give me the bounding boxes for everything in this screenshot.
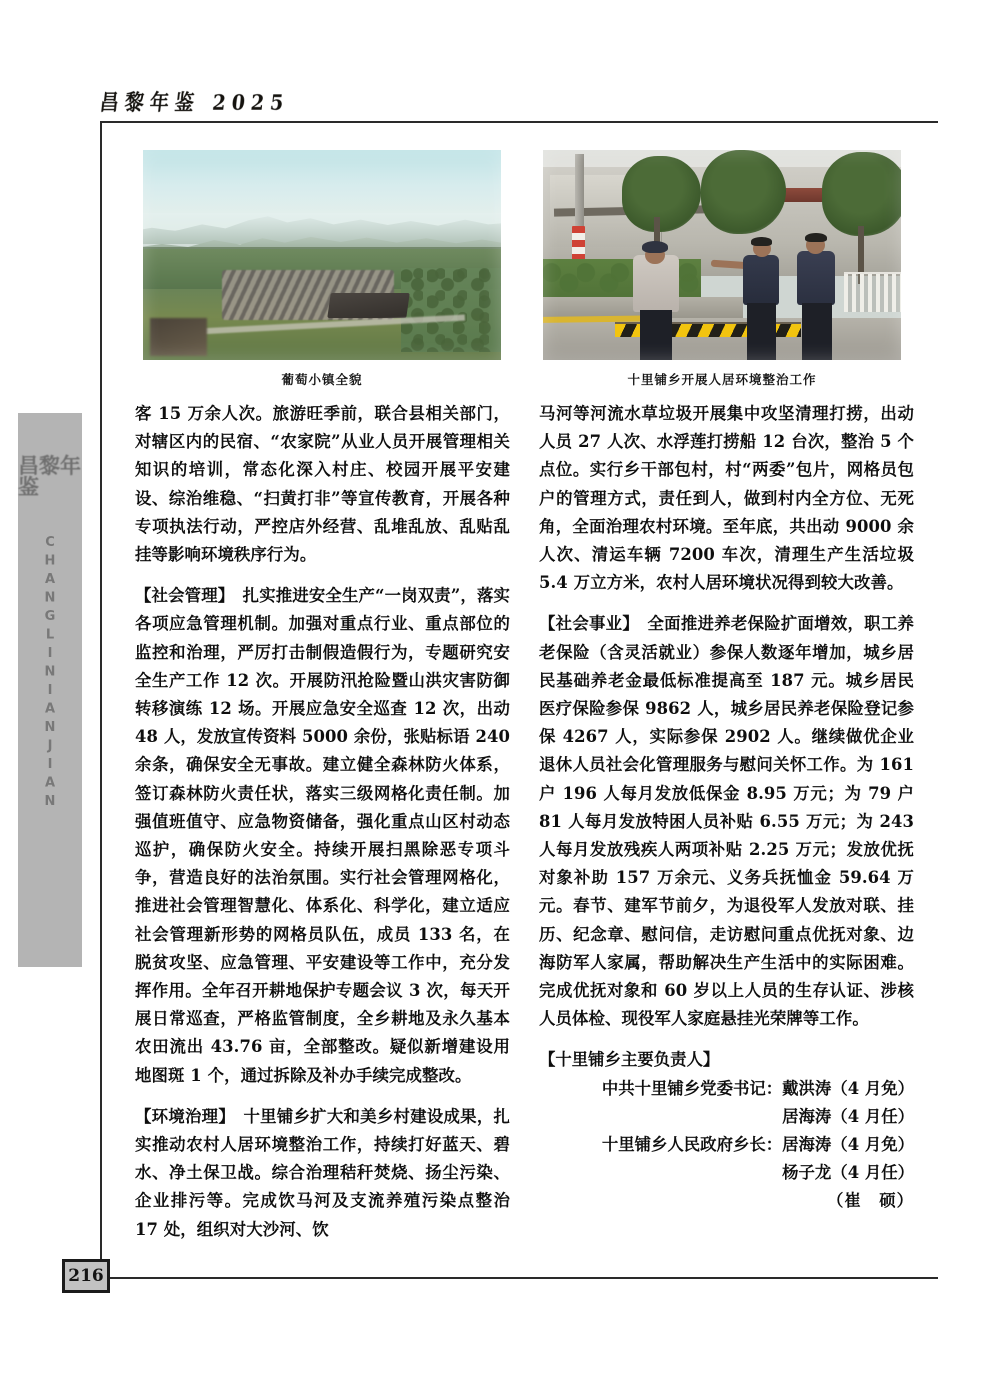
page-number: 216 [62, 1259, 110, 1293]
photo-person-hair [751, 237, 772, 246]
figure-environment-inspection [543, 150, 901, 388]
paragraph-environment-governance-continued [539, 400, 914, 597]
photo-person-middle [743, 255, 779, 305]
photo-person-legs [747, 303, 776, 360]
running-head-text: 昌黎年鉴 2025 [98, 90, 291, 116]
photo-person-cap [642, 241, 668, 253]
photo-person-hair [805, 233, 826, 242]
photo-person-legs [640, 310, 672, 360]
page-rule-top [100, 121, 938, 123]
section-thumb-tab [18, 413, 82, 967]
photo-guard-fence [844, 272, 901, 312]
thumb-tab-inner [18, 413, 82, 967]
page-rule-bottom [100, 1277, 938, 1279]
paragraph-label: 【社会事业】 [539, 614, 631, 634]
paragraph-label: 【环境治理】 [135, 1106, 227, 1126]
photo-person-legs [802, 303, 832, 360]
photo-grape-town-aerial [143, 150, 501, 360]
figure-caption: 葡萄小镇全貌 [281, 372, 363, 387]
paragraph-body: 扎实推进安全生产“一岗双责”，落实各项应急管理机制。加强对重点行业、重点部位的监控和治理，严厉打击制假造假行为，专题研究安全生产工作 12 次。开展防汛抢险暨山洪灾害防御转移演练 12 场。开展应急安全巡查 12 次，出动 48 人，发放宣传资料 5000 余份，张贴标语 240 余条，确保安全无事故。建立健全森林防火体系，签订森林防火责任状，落实三级网格化责任制。加强值班值守、应急物资储备，强化重点山区村动态巡护，确保防火安全。持续开展扫黑除恶专项斗争，营造良好的法治氛围。实行社会管理网格化，推进社会管理智慧化、体系化、科学化，建立适应社会管理新形势的网格员队伍，成员 133 名，在脱贫攻坚、应急管理、平安建设等工作中，充分发挥作用。全年召开耕地保护专题会议 3 次，每天开展日常巡查，严格监管制度，全乡耕地及永久基本农田流出 43.76 亩，全部整改。疑似新增建设用地图斑 1 个，通过拆除及补办手续完成整改。 [135, 586, 511, 1085]
page-rule-left [100, 121, 102, 1278]
personnel-entry: 杨子龙（4 月任） [782, 1163, 914, 1183]
personnel-title: 【十里铺乡主要负责人】 [539, 1050, 720, 1070]
figure-caption: 十里铺乡开展人居环境整治工作 [627, 372, 817, 387]
thumb-tab-title-pinyin: CHANGLINIANJIAN [42, 535, 58, 813]
photo-large-building [327, 293, 409, 318]
running-head [100, 88, 520, 114]
photo-tree [622, 156, 701, 232]
photo-orchard [401, 268, 501, 352]
paragraph-social-undertakings [539, 610, 914, 1033]
paragraph-body: 十里铺乡扩大和美乡村建设成果，扎实推动农村人居环境整治工作，持续打好蓝天、碧水、净土保卫战。综合治理秸秆焚烧、扬尘污染、企业排污等。完成饮马河及支流养殖污染点整治 17 处，组织对大沙河、饮 [135, 1106, 510, 1239]
figure-grape-town-aerial [143, 150, 501, 388]
personnel-block [539, 1046, 914, 1215]
thumb-tab-title-cn: 昌黎年鉴 [18, 453, 81, 499]
photo-haze [143, 213, 501, 247]
text-column-left [135, 400, 510, 1257]
photo-bare-ground [150, 318, 207, 356]
text-column-right [539, 400, 914, 1216]
photo-tree [822, 152, 901, 236]
paragraph-body: 全面推进养老保险扩面增效，职工养老保险（含灵活就业）参保人数逐年增加，城乡居民基础养老金最低标准提高至 187 元。城乡居民医疗保险参保 9862 人，城乡居民养老保险登记参保 4267 人，实际参保 2902 人。继续做优企业退休人员社会化管理服务与慰问关怀工作。为 161 户 196 人每月发放低保金 8.95 万元；为 79 户 81 人每月发放特困人员补贴 6.55 万元；为 243 人每月发放残疾人两项补贴 2.25 万元；发放优抚对象补助 157 万余元、义务兵抚恤金 59.64 万元。春节、建军节前夕，为退役军人发放对联、挂历、纪念章、慰问信，走访慰问重点优抚对象、边海防军人家属，帮助解决生产生活中的实际困难。完成优抚对象和 60 岁以上人员的生存认证、涉核人员体检、现役军人家庭悬挂光荣牌等工作。 [539, 614, 914, 1029]
personnel-entry: 中共十里铺乡党委书记：戴洪涛（4 月免） [601, 1078, 914, 1098]
personnel-entry: 十里铺乡人民政府乡长：居海涛（4 月免） [601, 1135, 914, 1155]
personnel-editor: （崔 硕） [827, 1191, 914, 1211]
paragraph-body: 马河等河流水草垃圾开展集中攻坚清理打捞，出动人员 27 人次、水浮莲打捞船 12 台次，整治 5 个点位。实行乡干部包村，村“两委”包片，网格员包户的管理方式，责任到人，做到村内全方位、无死角，全面治理农村环境。至年底，共出动 9000 余人次、清运车辆 7200 车次，清理生产生活垃圾 5.4 万立方米，农村人居环境状况得到较大改善。 [539, 404, 914, 593]
paragraph-environment-governance [135, 1103, 510, 1244]
photo-environment-inspection [543, 150, 901, 360]
personnel-entry: 居海涛（4 月任） [782, 1106, 914, 1126]
paragraph-body: 客 15 万余人次。旅游旺季前，联合县相关部门，对辖区内的民宿、“农家院”从业人员开展管理相关知识的培训，常态化深入村庄、校园开展平安建设、综治维稳、“扫黄打非”等宣传教育，开展各种专项执法行动，严控店外经营、乱堆乱放、乱贴乱挂等影响环境秩序行为。 [135, 404, 510, 565]
paragraph-social-management [135, 582, 510, 1090]
paragraph-label: 【社会管理】 [135, 586, 227, 606]
paragraph-tourism-continued [135, 400, 510, 569]
photo-person-right [797, 251, 835, 306]
